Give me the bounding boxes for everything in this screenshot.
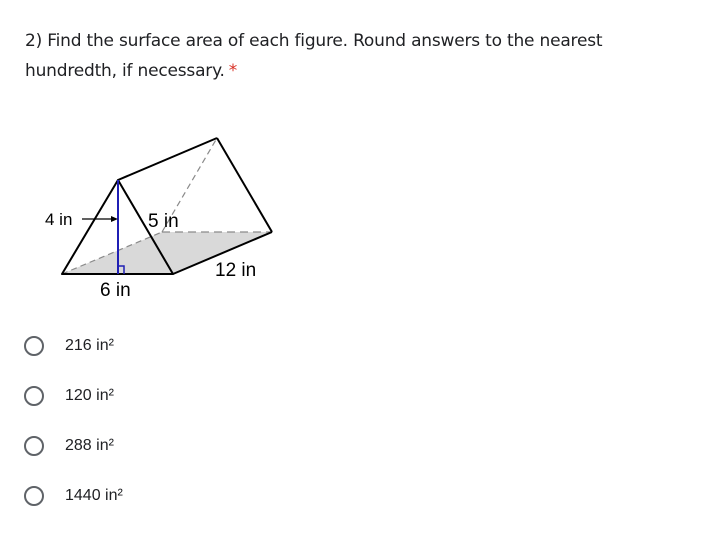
base-label: 6 in bbox=[100, 280, 131, 301]
answer-options bbox=[24, 333, 123, 533]
radio-button[interactable] bbox=[24, 436, 44, 456]
back-right-edge bbox=[217, 138, 272, 232]
option-row[interactable] bbox=[24, 383, 123, 409]
option-row[interactable] bbox=[24, 333, 123, 359]
question-title bbox=[25, 26, 685, 86]
option-label: 1440 in² bbox=[65, 487, 123, 504]
radio-button[interactable] bbox=[24, 386, 44, 406]
radio-button[interactable] bbox=[24, 486, 44, 506]
question-text: 2) Find the surface area of each figure. Round answers to the nearest hundredth, if necessary. bbox=[25, 31, 603, 81]
option-row[interactable] bbox=[24, 483, 123, 509]
option-label: 288 in² bbox=[65, 437, 114, 454]
height-pointer-arrow bbox=[111, 216, 118, 222]
slant-label: 5 in bbox=[148, 211, 179, 232]
option-row[interactable] bbox=[24, 433, 123, 459]
required-asterisk: * bbox=[228, 61, 238, 81]
triangular-prism-diagram bbox=[40, 130, 280, 305]
top-ridge-edge bbox=[118, 138, 217, 180]
option-label: 120 in² bbox=[65, 387, 114, 404]
option-label: 216 in² bbox=[65, 337, 114, 354]
prism-figure bbox=[40, 130, 280, 305]
radio-button[interactable] bbox=[24, 336, 44, 356]
height-label: 4 in bbox=[45, 210, 73, 229]
length-label: 12 in bbox=[215, 260, 257, 281]
